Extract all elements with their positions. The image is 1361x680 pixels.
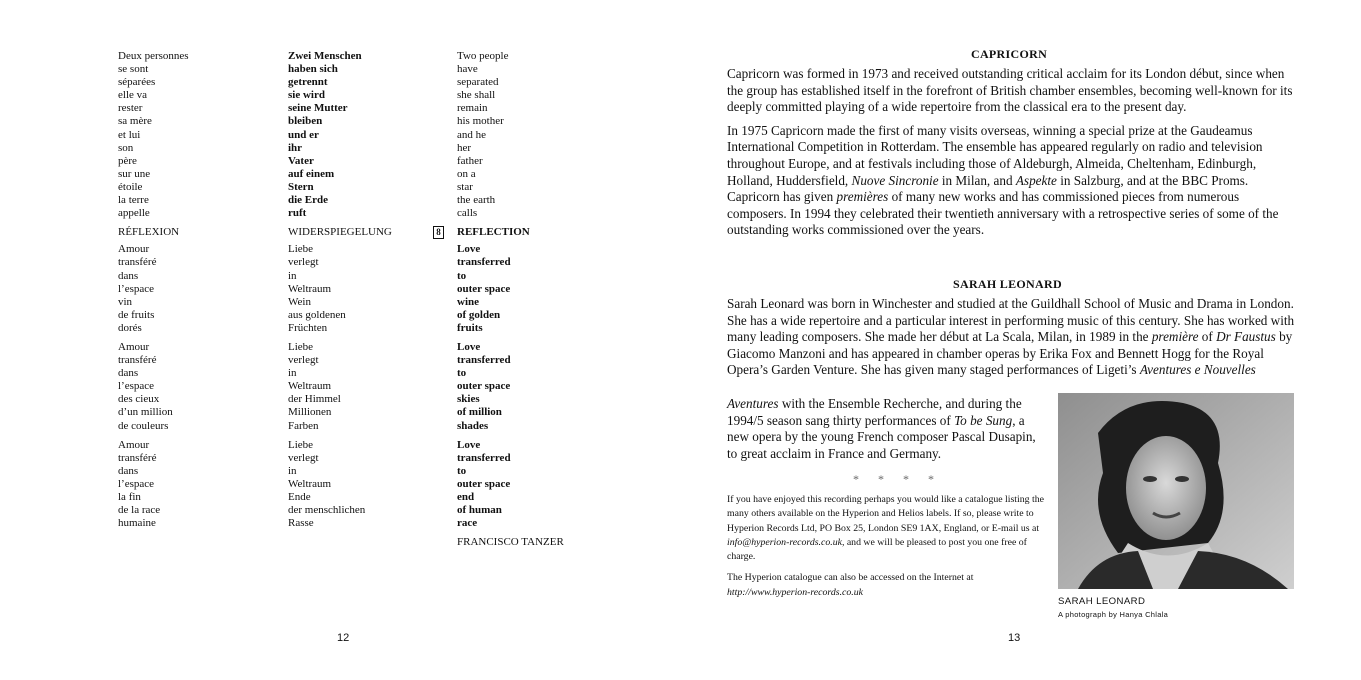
- poem-line: elle va: [118, 89, 148, 102]
- poem-line: star: [457, 180, 473, 193]
- right-page: [681, 0, 1361, 680]
- poem-line: de la race: [118, 504, 161, 517]
- capricorn-p2-italic-2: Aspekte: [1015, 172, 1057, 188]
- french-stanza-4: [118, 439, 268, 531]
- capricorn-paragraph-1: Capricorn was formed in 1973 and received outstanding critical acclaim for its London début, since when the group has established itself in the forefront of British chamber ensembles, becoming well-known for its deeply committed playing of a wide repertoire from the classical era to the present day.: [727, 66, 1293, 115]
- poem-line: her: [457, 141, 472, 154]
- catalogue-email-link[interactable]: info@hyperion-records.co.uk: [727, 536, 842, 548]
- poem-line: in: [288, 464, 297, 477]
- poem-line: sa mère: [118, 115, 152, 128]
- poem-line: the earth: [457, 194, 496, 207]
- poem-line: transféré: [118, 354, 157, 367]
- poem-line: Deux personnes: [118, 50, 189, 62]
- english-heading: REFLECTION: [457, 226, 530, 239]
- track-number-box: 8: [433, 226, 444, 239]
- leonard-italic-1: première: [1151, 329, 1199, 345]
- photo-caption: SARAH LEONARD: [1058, 596, 1146, 607]
- poem-line: father: [457, 154, 483, 167]
- poem-line: appelle: [118, 207, 150, 220]
- poem-line: Liebe: [288, 340, 314, 353]
- capricorn-paragraph-2: [727, 123, 1295, 239]
- leonard-text-b: of: [1198, 329, 1217, 345]
- poem-line: of million: [457, 406, 502, 419]
- poem-line: and he: [457, 128, 487, 141]
- poem-line: die Erde: [288, 194, 329, 207]
- poem-line: to: [457, 367, 467, 380]
- poem-line: sur une: [118, 167, 151, 180]
- capricorn-p2-italic-3: premières: [836, 189, 889, 205]
- poem-line: son: [118, 141, 134, 154]
- poem-line: Wein: [288, 295, 311, 308]
- poem-line: end: [457, 491, 475, 503]
- poem-line: Two people: [457, 50, 509, 62]
- poem-line: Millionen: [288, 406, 332, 419]
- leonard-wrap-italic-2: To be Sung: [954, 412, 1013, 428]
- leonard-paragraph-continued: [727, 396, 1047, 462]
- poem-line: verlegt: [288, 451, 319, 464]
- poem-line: remain: [457, 102, 488, 115]
- poem-line: des cieux: [118, 393, 160, 406]
- english-stanza-1: [457, 50, 617, 220]
- poem-line: bleiben: [288, 115, 323, 128]
- german-column: [288, 50, 438, 536]
- poem-line: to: [457, 269, 467, 282]
- french-heading: RÉFLEXION: [118, 226, 180, 239]
- leonard-italic-3: Aventures e Nouvelles: [1139, 362, 1256, 378]
- english-column: [436, 50, 617, 549]
- poem-line: transferred: [457, 256, 511, 269]
- poem-line: und er: [288, 128, 319, 141]
- poem-line: transféré: [118, 256, 157, 269]
- poem-line: his mother: [457, 115, 504, 128]
- poem-line: Amour: [118, 243, 150, 256]
- section-divider-stars: * * * *: [853, 472, 942, 486]
- poem-line: père: [118, 154, 137, 167]
- german-stanza-4: [288, 439, 438, 531]
- poem-line: Liebe: [288, 438, 314, 451]
- page-number-left: 12: [337, 632, 350, 644]
- internet-paragraph: [727, 571, 1045, 600]
- french-stanza-2: [118, 243, 268, 335]
- poem-line: auf einem: [288, 167, 335, 180]
- poem-line: l’espace: [118, 282, 155, 295]
- poem-line: Früchten: [288, 321, 328, 334]
- capricorn-p2-text-a: In 1975 Capricorn made the first of many visits overseas, winning a special prize at the Gaudeamus International Competition in Rotterdam. The ensemble has appeared regularly on radio and television throughout Europe, and at festivals including those of Aldeburgh, Almeida, Cheltenham, Edinburgh, Holland, Huddersfield,: [727, 122, 1263, 188]
- poem-line: étoile: [118, 180, 143, 193]
- capricorn-p2-text-d: of many new works and has commissioned pieces from numerous composers. In 1994 they celebrated their twentieth anniversary with a retrospective series of some of the outstanding works commissioned over the years.: [727, 189, 1279, 238]
- poem-line: der menschlichen: [288, 504, 366, 517]
- poem-line: d’un million: [118, 406, 173, 419]
- poem-line: skies: [457, 393, 480, 406]
- poem-line: séparées: [118, 76, 156, 89]
- catalogue-section: [727, 493, 1045, 607]
- poem-line: transferred: [457, 354, 511, 367]
- poem-line: on a: [457, 167, 476, 180]
- poem-line: Weltraum: [288, 380, 332, 393]
- poem-line: Amour: [118, 340, 150, 353]
- poem-line: in: [288, 367, 297, 380]
- poem-line: l’espace: [118, 380, 155, 393]
- poem-line: Vater: [288, 154, 314, 167]
- german-heading: WIDERSPIEGELUNG: [288, 226, 392, 239]
- french-stanza-3: [118, 341, 268, 433]
- poem-line: seine Mutter: [288, 102, 348, 115]
- catalogue-text-a: If you have enjoyed this recording perhaps you would like a catalogue listing the many others available on the Hyperion and Helios labels. If so, please write to Hyperion Records Ltd, PO Box 25, London SE9 1AX, England, or E-mail us at: [727, 494, 1044, 534]
- leonard-text-c: by Giacomo Manzoni and has appeared in chamber operas by Erika Fox and Bennett Hogg for the Royal Opera’s Garden Venture. She has given many staged performances of Ligeti’s: [727, 329, 1293, 378]
- portrait-illustration: [1058, 393, 1294, 589]
- poem-line: to: [457, 464, 467, 477]
- english-heading-row: [436, 226, 617, 239]
- poem-line: she shall: [457, 89, 496, 102]
- sarah-leonard-photo: [1058, 393, 1294, 589]
- capricorn-p2-italic-1: Nuove Sincronie: [851, 172, 939, 188]
- poem-line: de fruits: [118, 308, 155, 321]
- poem-line: of golden: [457, 308, 501, 321]
- poem-line: sie wird: [288, 89, 325, 102]
- poem-line: outer space: [457, 282, 511, 295]
- leonard-wrap-italic-1: Aventures: [727, 396, 779, 411]
- internet-text: The Hyperion catalogue can also be accessed on the Internet at: [727, 572, 974, 584]
- poem-line: la fin: [118, 491, 141, 503]
- leonard-paragraph: [727, 296, 1295, 379]
- poem-line: et lui: [118, 128, 141, 141]
- poem-line: verlegt: [288, 256, 319, 269]
- poem-line: la terre: [118, 194, 149, 207]
- poem-line: Amour: [118, 438, 150, 451]
- poem-line: of human: [457, 504, 502, 517]
- poem-line: Love: [457, 438, 481, 451]
- poem-line: wine: [457, 295, 479, 308]
- poem-line: Weltraum: [288, 477, 332, 490]
- poem-line: in: [288, 269, 297, 282]
- capricorn-section: [727, 66, 1295, 246]
- poem-line: outer space: [457, 477, 511, 490]
- poem-line: dans: [118, 464, 139, 477]
- poem-line: Zwei Menschen: [288, 50, 362, 62]
- photo-credit: A photograph by Hanya Chlala: [1058, 610, 1169, 619]
- poem-line: Love: [457, 243, 481, 256]
- leonard-text-a: Sarah Leonard was born in Winchester and studied at the Guildhall School of Music and Drama in London. She has a wide repertoire and a particular interest in performing music of this century. She has worked with many leading composers. She made her début at La Scala, Milan, in 1989 in the: [727, 296, 1295, 345]
- poem-line: dans: [118, 269, 139, 282]
- poem-line: aus goldenen: [288, 308, 346, 321]
- capricorn-heading: CAPRICORN: [971, 47, 1048, 61]
- english-stanza-2: [457, 243, 617, 335]
- poem-line: transferred: [457, 451, 511, 464]
- poem-line: dans: [118, 367, 139, 380]
- page-number-right: 13: [1008, 632, 1021, 644]
- english-stanza-4: [457, 439, 617, 531]
- poem-line: verlegt: [288, 354, 319, 367]
- leonard-italic-2: Dr Faustus: [1216, 329, 1276, 345]
- poem-line: have: [457, 63, 478, 76]
- poem-line: dorés: [118, 321, 142, 334]
- poem-line: race: [457, 517, 478, 530]
- poem-line: Ende: [288, 491, 311, 503]
- poem-line: der Himmel: [288, 393, 341, 406]
- german-stanza-1: [288, 50, 438, 220]
- german-stanza-2: [288, 243, 438, 335]
- poem-line: transféré: [118, 451, 157, 464]
- poem-line: Farben: [288, 419, 319, 432]
- left-page: [0, 0, 680, 680]
- poem-line: Liebe: [288, 243, 314, 256]
- poem-author: FRANCISCO TANZER: [457, 536, 564, 549]
- poem-line: Stern: [288, 180, 314, 193]
- poem-line: haben sich: [288, 63, 338, 76]
- poem-line: separated: [457, 76, 499, 89]
- english-stanza-3: [457, 341, 617, 433]
- poem-line: outer space: [457, 380, 511, 393]
- poem-line: vin: [118, 295, 133, 308]
- leonard-wrap-text-b: , a new opera by the young French composer Pascal Dusapin, to great acclaim in France and Germany.: [727, 412, 1036, 461]
- capricorn-p2-text-b: in Milan, and: [938, 172, 1016, 188]
- french-column: [118, 50, 268, 536]
- french-stanza-1: [118, 50, 268, 220]
- poem-line: ruft: [288, 207, 307, 220]
- leonard-heading: SARAH LEONARD: [953, 277, 1062, 291]
- catalogue-paragraph: [727, 493, 1045, 564]
- german-stanza-3: [288, 341, 438, 433]
- poem-line: Love: [457, 340, 481, 353]
- poem-line: se sont: [118, 63, 149, 76]
- poem-line: getrennt: [288, 76, 328, 89]
- poem-line: calls: [457, 207, 478, 220]
- internet-url-link[interactable]: http://www.hyperion-records.co.uk: [727, 586, 863, 598]
- poem-line: humaine: [118, 517, 156, 530]
- poem-line: Weltraum: [288, 282, 332, 295]
- poem-line: rester: [118, 102, 143, 115]
- poem-line: shades: [457, 419, 489, 432]
- poem-line: Rasse: [288, 517, 314, 530]
- poem-line: ihr: [288, 141, 303, 154]
- poem-line: de couleurs: [118, 419, 169, 432]
- capricorn-p2-text-c: in Salzburg, and at the BBC Proms. Capricorn has given: [727, 172, 1249, 205]
- poem-line: fruits: [457, 321, 483, 334]
- leonard-wrap-text-a: with the Ensemble Recherche, and during the 1994/5 season sang thirty performances of: [727, 396, 1022, 428]
- poem-line: l’espace: [118, 477, 155, 490]
- catalogue-text-b: , and we will be pleased to post you one free of charge.: [727, 536, 1027, 563]
